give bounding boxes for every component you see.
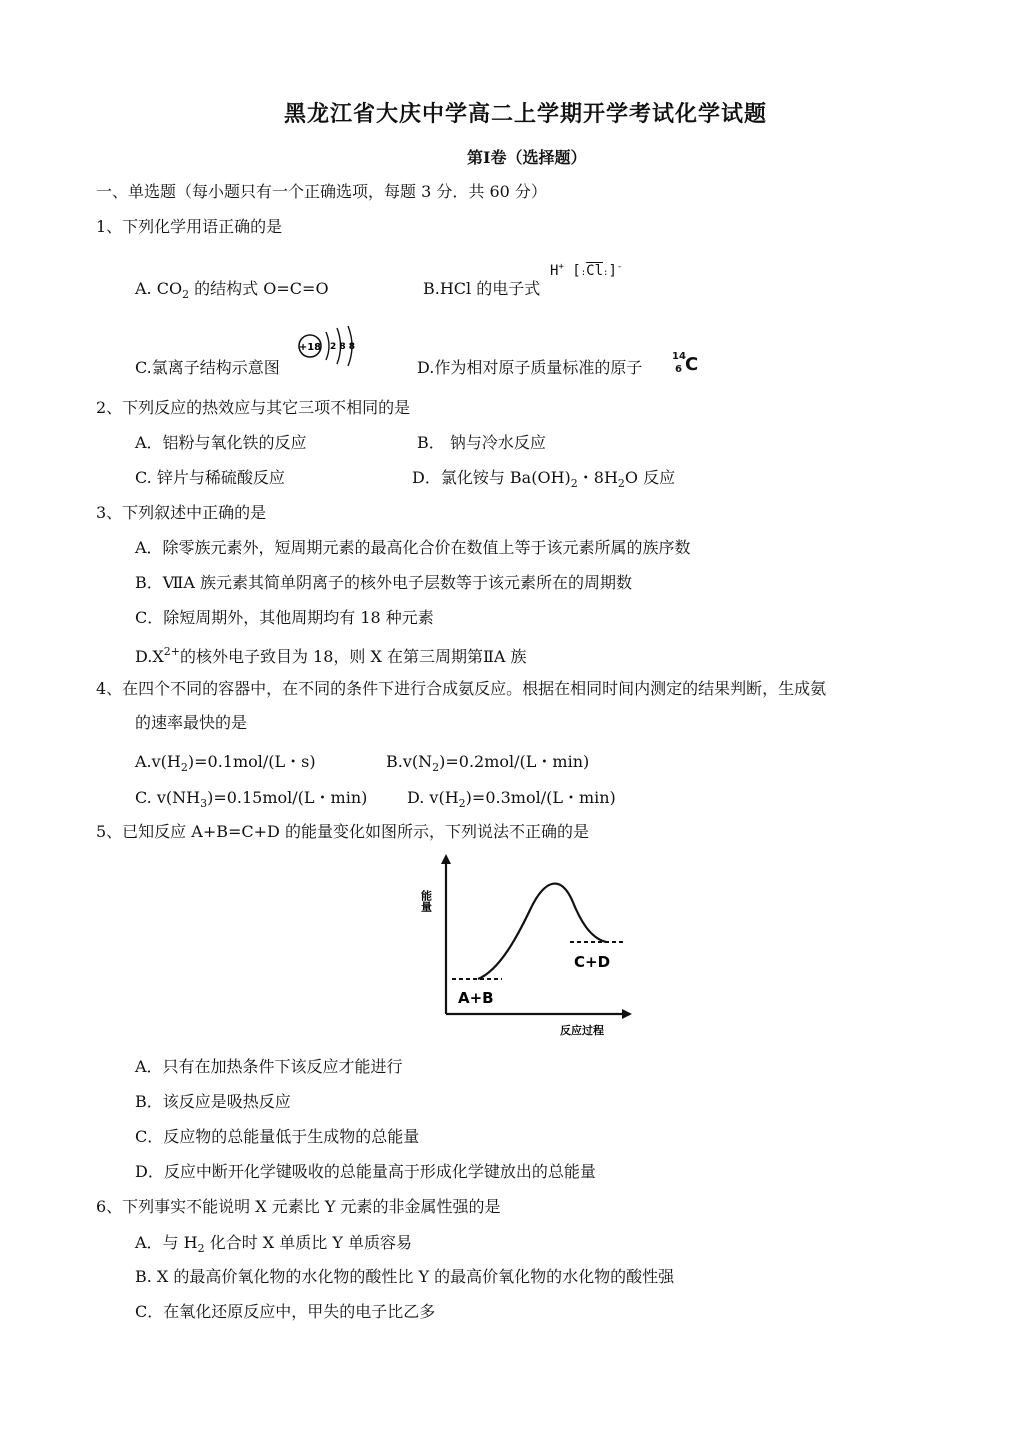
- q1-option-b-label: B.HCl 的电子式: [423, 279, 541, 298]
- q4-option-d: D. $v(H_2)=0.3mol/(L$・min): [407, 788, 616, 810]
- q3-option-d: $D.X^{2+}$的核外电子致目为 18，则 X 在第三周期第ⅡA 族: [135, 645, 527, 666]
- q2-option-c: C. 锌片与稀硫酸反应: [135, 468, 285, 487]
- q3-option-b: B．ⅦA 族元素其简单阴离子的核外电子层数等于该元素所在的周期数: [135, 573, 633, 592]
- q2-stem: 2、下列反应的热效应与其它三项不相同的是: [96, 398, 411, 417]
- volume-heading: 第Ⅰ卷（选择题）: [467, 148, 587, 167]
- q1-option-d: D.作为相对原子质量标准的原子: [417, 358, 643, 377]
- energy-profile-diagram: [420, 850, 640, 1040]
- q5-stem: 5、已知反应 A+B=C+D 的能量变化如图所示，下列说法不正确的是: [96, 822, 589, 841]
- q3-stem: 3、下列叙述中正确的是: [96, 503, 267, 522]
- page-title: 黑龙江省大庆中学高二上学期开学考试化学试题: [284, 101, 768, 127]
- q1-stem: 1、下列化学用语正确的是: [96, 217, 283, 236]
- q2-option-a: A．铝粉与氧化铁的反应: [135, 433, 307, 452]
- shell-electrons: 2 8 8: [330, 342, 356, 352]
- q1-option-c: C.氯离子结构示意图: [135, 358, 280, 377]
- q6-option-c: C．在氧化还原反应中，甲失的电子比乙多: [135, 1302, 436, 1321]
- q1-option-a: A. $CO_2$ 的结构式 O=C=O: [135, 279, 329, 301]
- hcl-electron-formula: H+ $[:\overline{Cl}:]^-$: [550, 262, 623, 279]
- nucleus-charge: +18: [298, 342, 322, 353]
- q6-stem: 6、下列事实不能说明 X 元素比 Y 元素的非金属性强的是: [96, 1197, 501, 1216]
- q5-option-a: A．只有在加热条件下该反应才能进行: [135, 1057, 403, 1076]
- y-axis-arrow: [441, 854, 451, 864]
- q5-option-c: C．反应物的总能量低于生成物的总能量: [135, 1127, 420, 1146]
- reactants-label: A+B: [458, 989, 494, 1007]
- section-heading: 一、单选题（每小题只有一个正确选项，每题 3 分．共 60 分）: [96, 182, 547, 201]
- shell-arc-1: [326, 332, 329, 360]
- x-axis-arrow: [622, 1009, 632, 1019]
- q4-stem-line-2: 的速率最快的是: [135, 713, 248, 732]
- y-axis-label: 能量: [420, 890, 433, 912]
- carbon-14-isotope: 14 6 C: [672, 351, 699, 375]
- q6-option-a: A．与 $H_2$ 化合时 X 单质比 Y 单质容易: [135, 1233, 412, 1255]
- products-label: C+D: [574, 953, 611, 971]
- q4-option-b: $B.v(N_2)=0.2mol/(L$・min): [386, 752, 590, 774]
- q2-option-d: D．氯化铵与 $Ba(OH)_2$・$8H_2O$ 反应: [412, 468, 676, 490]
- q5-option-d: D．反应中断开化学键吸收的总能量高于形成化学键放出的总能量: [135, 1162, 596, 1181]
- q4-stem-line-1: 4、在四个不同的容器中，在不同的条件下进行合成氨反应。根据在相同时间内测定的结果判断，生成氨: [96, 679, 827, 698]
- q4-option-a: $A.v(H_2)=0.1mol/(L$・s): [135, 752, 316, 774]
- x-axis-label: 反应过程: [560, 1024, 604, 1037]
- q5-option-b: B．该反应是吸热反应: [135, 1092, 291, 1111]
- q4-option-c: C. $v(NH_3)=0.15mol/(L$・min): [135, 788, 368, 810]
- q3-option-a: A．除零族元素外，短周期元素的最高化合价在数值上等于该元素所属的族序数: [135, 538, 691, 557]
- q6-option-b: B. X 的最高价氧化物的水化物的酸性比 Y 的最高价氧化物的水化物的酸性强: [135, 1267, 675, 1286]
- q2-option-b: B． 钠与冷水反应: [417, 433, 546, 452]
- q3-option-c: C．除短周期外，其他周期均有 18 种元素: [135, 608, 434, 627]
- q1-option-b: [423, 281, 540, 297]
- chloride-ion-structure-diagram: [294, 322, 366, 370]
